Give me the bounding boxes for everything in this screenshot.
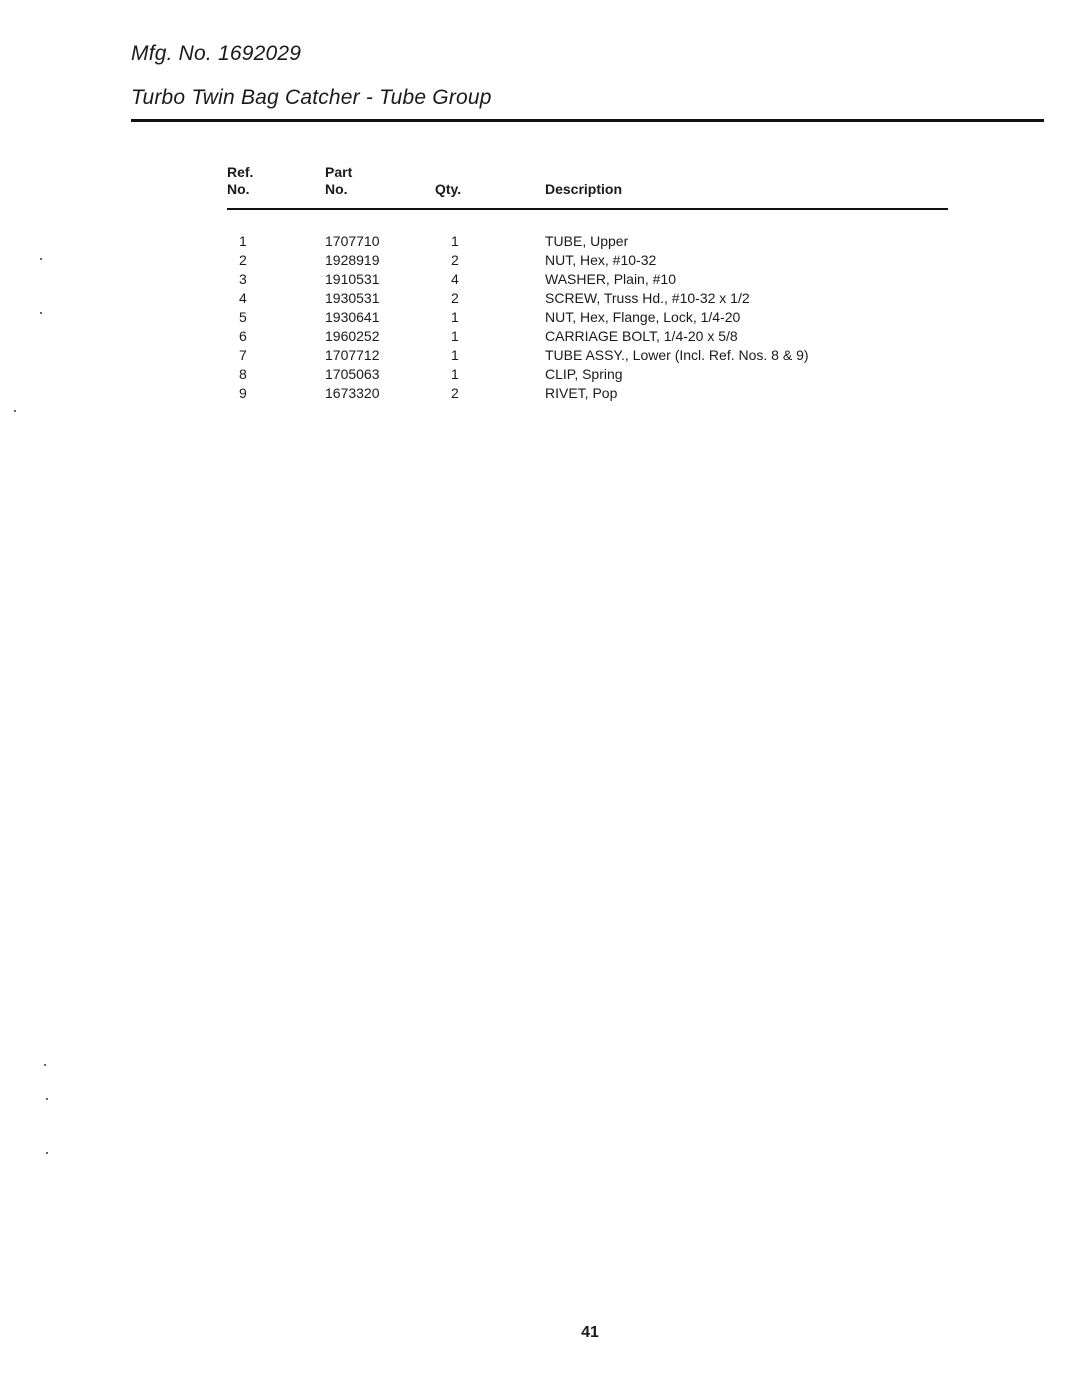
- description-cell: WASHER, Plain, #10: [545, 271, 676, 287]
- header-ref-no: [227, 164, 267, 198]
- table-row: [227, 251, 948, 270]
- mfg-number: Mfg. No. 1692029: [131, 42, 302, 65]
- qty-cell: 1: [451, 347, 459, 363]
- header-description: Description: [545, 181, 623, 197]
- ref-cell: 7: [239, 347, 247, 363]
- ref-cell: 1: [239, 233, 247, 249]
- table-row: [227, 308, 948, 327]
- part-cell: 1930531: [325, 290, 380, 306]
- table-header: [227, 162, 948, 210]
- ref-cell: 3: [239, 271, 247, 287]
- ref-cell: 5: [239, 309, 247, 325]
- page-title: Turbo Twin Bag Catcher - Tube Group: [131, 86, 492, 109]
- ref-cell: 2: [239, 252, 247, 268]
- table-row: [227, 270, 948, 289]
- part-cell: 1960252: [325, 328, 380, 344]
- part-cell: 1910531: [325, 271, 380, 287]
- scan-speck: [40, 312, 42, 314]
- qty-cell: 2: [451, 385, 459, 401]
- part-cell: 1707712: [325, 347, 380, 363]
- description-cell: NUT, Hex, Flange, Lock, 1/4-20: [545, 309, 741, 325]
- qty-cell: 1: [451, 328, 459, 344]
- description-cell: CARRIAGE BOLT, 1/4-20 x 5/8: [545, 328, 738, 344]
- description-cell: NUT, Hex, #10-32: [545, 252, 657, 268]
- description-cell: CLIP, Spring: [545, 366, 623, 382]
- table-row: [227, 365, 948, 384]
- part-cell: 1673320: [325, 385, 380, 401]
- scan-speck: [14, 410, 16, 412]
- table-row: [227, 327, 948, 346]
- qty-cell: 2: [451, 290, 459, 306]
- header-part-no: [325, 164, 425, 198]
- header-part-line2: No.: [325, 181, 348, 197]
- scan-speck: [46, 1098, 48, 1100]
- qty-cell: 4: [451, 271, 459, 287]
- description-cell: TUBE, Upper: [545, 233, 629, 249]
- scan-speck: [40, 258, 42, 260]
- table-row: [227, 289, 948, 308]
- header-qty: Qty.: [435, 181, 462, 197]
- qty-cell: 1: [451, 366, 459, 382]
- part-cell: 1928919: [325, 252, 380, 268]
- ref-cell: 9: [239, 385, 247, 401]
- qty-cell: 1: [451, 233, 459, 249]
- part-cell: 1707710: [325, 233, 380, 249]
- part-cell: 1705063: [325, 366, 380, 382]
- part-cell: 1930641: [325, 309, 380, 325]
- parts-table: [227, 162, 948, 403]
- table-row: [227, 232, 948, 251]
- table-row: [227, 384, 948, 403]
- qty-cell: 1: [451, 309, 459, 325]
- scan-speck: [46, 1152, 48, 1154]
- header-part-line1: Part: [325, 164, 353, 180]
- ref-cell: 4: [239, 290, 247, 306]
- scan-speck: [44, 1064, 46, 1066]
- ref-cell: 8: [239, 366, 247, 382]
- ref-cell: 6: [239, 328, 247, 344]
- page-number: 41: [581, 1324, 599, 1341]
- table-body: [227, 232, 948, 403]
- header-ref-line2: No.: [227, 181, 250, 197]
- description-cell: SCREW, Truss Hd., #10-32 x 1/2: [545, 290, 750, 306]
- title-divider: [131, 119, 1044, 122]
- header-ref-line1: Ref.: [227, 164, 254, 180]
- qty-cell: 2: [451, 252, 459, 268]
- table-row: [227, 346, 948, 365]
- description-cell: TUBE ASSY., Lower (Incl. Ref. Nos. 8 & 9): [545, 347, 809, 363]
- description-cell: RIVET, Pop: [545, 385, 618, 401]
